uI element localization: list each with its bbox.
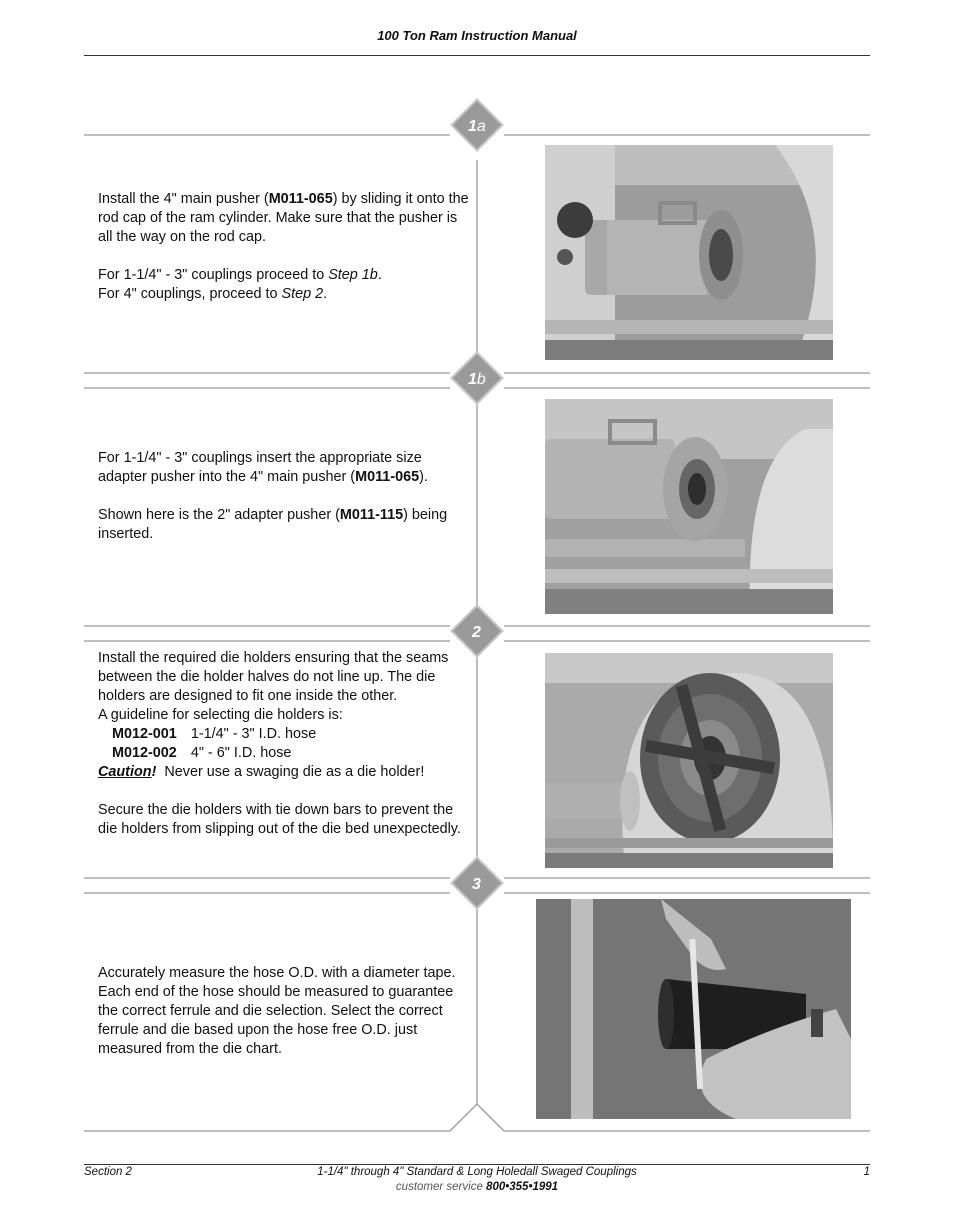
text-run: For 1-1/4" - 3" couplings proceed to xyxy=(98,267,329,283)
step-1b-label-suffix: b xyxy=(476,371,486,388)
caution-mark: ! xyxy=(151,764,157,780)
service-label: customer service xyxy=(395,1181,483,1193)
text-run: Accurately measure the hose O.D. with a diameter tape. Each end of the hose should be measured to guarantee the correct ferrule and die selection. Select the correct ferrule and die based upon the hose free O.D. just measured from the die chart. xyxy=(98,965,456,1057)
caution-text: Never use a swaging die as a die holder! xyxy=(156,764,425,780)
die-holder-row xyxy=(98,725,470,744)
text-run: ) by sliding it onto the rod cap of the ram cylinder. Make sure that the pusher is all the way on the rod cap. xyxy=(98,191,469,245)
part-number: M012-002 xyxy=(112,745,177,761)
document-header-title: 100 Ton Ram Instruction Manual xyxy=(377,28,577,43)
part-number: M011-065 xyxy=(355,469,420,485)
part-number: M012-001 xyxy=(112,726,177,742)
footer-title: 1-1/4" through 4" Standard & Long Holedall Swaged Couplings xyxy=(317,1166,637,1178)
svg-text:1a xyxy=(468,118,486,135)
text-run: For 1-1/4" - 3" couplings insert the appropriate size adapter pusher into the 4" main pusher ( xyxy=(98,450,422,485)
step-1b-text xyxy=(98,449,470,544)
step-2-label: 2 xyxy=(472,624,481,641)
part-number: M011-115 xyxy=(339,507,404,523)
step-1a-label-suffix: a xyxy=(476,118,486,135)
text-run: ) being inserted. xyxy=(98,507,448,542)
step-2-photo xyxy=(545,653,833,868)
step-2-text xyxy=(98,649,470,839)
part-number: M011-065 xyxy=(268,191,333,207)
step-1b-label-num: 1 xyxy=(468,371,477,388)
step-3-text xyxy=(98,964,470,1059)
die-holder-row xyxy=(98,744,470,763)
footer-section: Section 2 xyxy=(84,1166,132,1178)
step-3-photo xyxy=(536,899,851,1119)
text-run: ). xyxy=(419,469,428,485)
footer-rule xyxy=(84,1164,870,1165)
text-run: Install the required die holders ensuring that the seams between the die holder halves do not line up. The die holders are designed to fit one inside the other. xyxy=(98,650,449,704)
step-1a-text: Install the 4" main pusher (M011-065) by sliding it onto the rod cap of the ram cylinder. Make sure that the pusher is all the way on the rod cap. For 1-1/4" - 3" couplings proceed to Step 1b. For 4" couplings, proceed to Step 2. xyxy=(98,191,469,302)
step-3-label: 3 xyxy=(472,876,481,893)
text-run: Install the 4" main pusher ( xyxy=(98,191,269,207)
holder-desc: 4" - 6" I.D. hose xyxy=(190,745,292,761)
svg-text:1b xyxy=(468,371,486,388)
service-phone: 800•355•1991 xyxy=(486,1181,559,1193)
text-run: A guideline for selecting die holders is: xyxy=(98,707,343,723)
text-run: Secure the die holders with tie down bars to prevent the die holders from slipping out of the die bed unexpectedly. xyxy=(98,802,461,837)
holder-desc: 1-1/4" - 3" I.D. hose xyxy=(190,726,317,742)
step-1b-photo xyxy=(545,399,833,614)
caution-label: Caution xyxy=(98,764,152,780)
step-reference: Step 2 xyxy=(281,286,324,302)
footer-customer-service xyxy=(0,1181,954,1193)
text-run: Shown here is the 2" adapter pusher ( xyxy=(98,507,340,523)
step-1a-photo xyxy=(545,145,833,360)
step-1a-label-num: 1 xyxy=(468,118,477,135)
page-number: 1 xyxy=(863,1166,870,1178)
step-reference: Step 1b xyxy=(328,267,378,283)
text-run: For 4" couplings, proceed to xyxy=(98,286,282,302)
